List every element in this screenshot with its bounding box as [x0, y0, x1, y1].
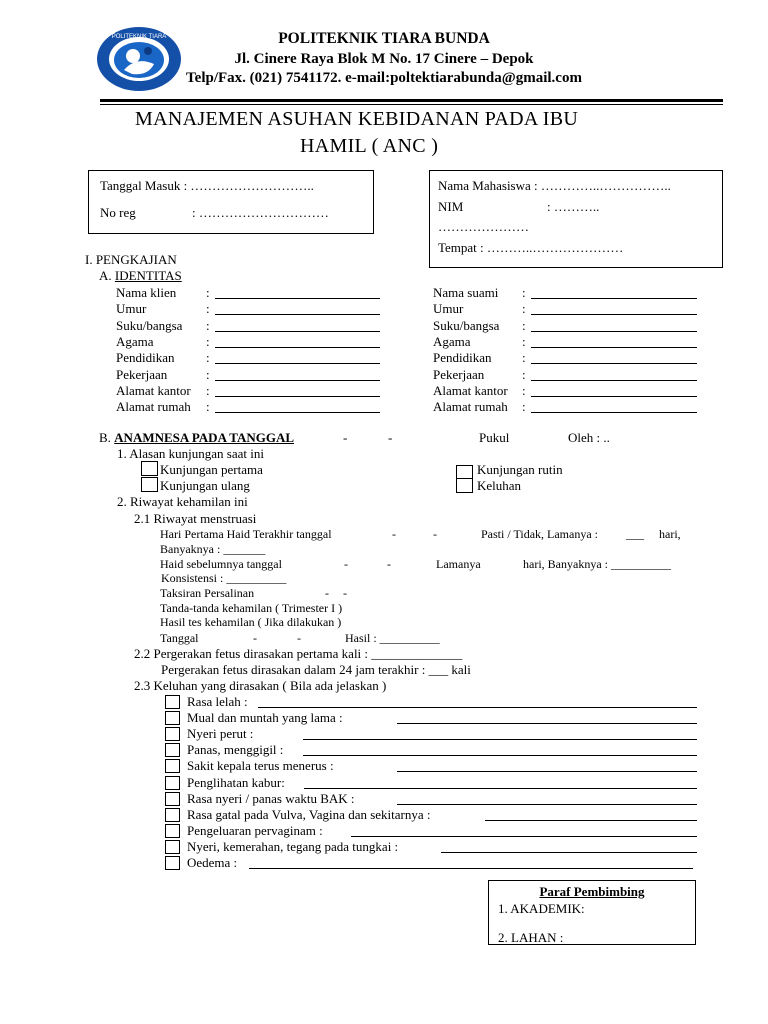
institution-contact: Telp/Fax. (021) 7541172. e-mail:poltektiarabunda@gmail.com [186, 70, 582, 86]
taksiran-dash-1: - [325, 586, 329, 600]
nama-mahasiswa-field[interactable]: Nama Mahasiswa : …………..…………….. [438, 178, 671, 193]
husband-label: Alamat kantor [433, 383, 508, 398]
complaint-label: Panas, menggigil : [187, 742, 284, 757]
complaint-field[interactable] [485, 807, 697, 821]
q21-label: 2.1 Riwayat menstruasi [134, 511, 257, 526]
header-rule-thin [100, 104, 723, 105]
keluhan-label: Keluhan [477, 478, 522, 493]
client-label: Pendidikan [116, 350, 175, 365]
husband-field[interactable] [531, 285, 697, 299]
husband-field[interactable] [531, 301, 697, 315]
client-label: Alamat rumah [116, 399, 191, 414]
complaint-checkbox[interactable] [165, 856, 180, 870]
tanggal-dash-2: - [297, 631, 301, 645]
complaint-checkbox[interactable] [165, 824, 180, 838]
client-colon: : [206, 318, 210, 333]
form-title-line1: MANAJEMEN ASUHAN KEBIDANAN PADA IBU [135, 108, 579, 130]
complaint-label: Sakit kepala terus menerus : [187, 758, 334, 773]
client-field[interactable] [215, 318, 380, 332]
complaint-field[interactable] [397, 791, 697, 805]
hpht-dash-2: - [433, 527, 437, 541]
husband-field[interactable] [531, 367, 697, 381]
complaint-field[interactable] [397, 710, 697, 724]
complaint-field[interactable] [351, 823, 697, 837]
husband-field[interactable] [531, 318, 697, 332]
husband-label: Nama suami [433, 285, 499, 300]
client-field[interactable] [215, 350, 380, 364]
client-colon: : [206, 383, 210, 398]
complaint-label: Pengeluaran pervaginam : [187, 823, 323, 838]
checkbox-keluhan[interactable] [456, 478, 473, 493]
complaint-checkbox[interactable] [165, 743, 180, 757]
identitas-label: IDENTITAS [114, 268, 182, 283]
tanggal-label: Tanggal [160, 631, 199, 645]
anamnesa-heading [99, 430, 294, 446]
husband-colon: : [522, 399, 526, 414]
client-colon: : [206, 301, 210, 316]
signature-title: Paraf Pembimbing [539, 884, 645, 899]
client-field[interactable] [215, 399, 380, 413]
husband-label: Suku/bangsa [433, 318, 500, 333]
client-colon: : [206, 399, 210, 414]
complaint-field[interactable] [258, 694, 697, 708]
client-field[interactable] [215, 367, 380, 381]
hpht-dash-1: - [392, 527, 396, 541]
complaint-label: Rasa nyeri / panas waktu BAK : [187, 791, 355, 806]
husband-field[interactable] [531, 383, 697, 397]
hasil-tes-label: Hasil tes kehamilan ( Jika dilakukan ) [160, 615, 342, 629]
hpht-pasti-label: Pasti / Tidak, Lamanya : [481, 527, 598, 541]
husband-label: Agama [433, 334, 471, 349]
complaint-label: Nyeri, kemerahan, tegang pada tungkai : [187, 839, 399, 854]
student-box [429, 170, 723, 268]
taksiran-dash-2: - [343, 586, 347, 600]
anamnesa-dash-1: - [343, 430, 348, 445]
husband-colon: : [522, 285, 526, 300]
client-label: Nama klien [116, 285, 177, 300]
admission-box [88, 170, 374, 234]
no-reg-label: No reg [100, 205, 136, 220]
anamnesa-label: ANAMNESA PADA TANGGAL [114, 430, 295, 445]
complaint-checkbox[interactable] [165, 776, 180, 790]
pukul-label: Pukul [479, 430, 510, 445]
institution-address: Jl. Cinere Raya Blok M No. 17 Cinere – Depok [234, 51, 534, 67]
complaint-label: Mual dan muntah yang lama : [187, 710, 343, 725]
husband-colon: : [522, 350, 526, 365]
q1-reason-label: 1. Alasan kunjungan saat ini [117, 446, 264, 461]
complaint-field[interactable] [397, 758, 697, 772]
husband-field[interactable] [531, 350, 697, 364]
client-label: Umur [116, 301, 147, 316]
husband-colon: : [522, 334, 526, 349]
form-title-line2: HAMIL ( ANC ) [300, 135, 439, 157]
institution-name: POLITEKNIK TIARA BUNDA [278, 30, 490, 47]
haid-banyaknya-field[interactable]: hari, Banyaknya : __________ [523, 557, 671, 571]
tanggal-masuk-field[interactable]: Tanggal Masuk : ……………………….. [100, 178, 314, 193]
hasil-field[interactable]: Hasil : __________ [345, 631, 440, 645]
client-label: Pekerjaan [116, 367, 168, 382]
complaint-field[interactable] [304, 775, 697, 789]
nim-label: NIM [438, 199, 464, 214]
nim-field-cont: ………………… [438, 219, 529, 234]
checkbox-kunjungan-ulang[interactable] [141, 477, 158, 492]
client-field[interactable] [215, 334, 380, 348]
hpht-hari-label: hari, [659, 527, 681, 541]
haid-sebelumnya-label: Haid sebelumnya tanggal [160, 557, 282, 571]
akademik-signature-field[interactable]: 1. AKADEMIK: [498, 901, 585, 916]
husband-colon: : [522, 383, 526, 398]
no-reg-field[interactable]: : ………………………… [192, 205, 329, 220]
logo-text: POLITEKNIK TIARA [111, 34, 167, 40]
husband-label: Umur [433, 301, 464, 316]
client-label: Suku/bangsa [116, 318, 183, 333]
husband-field[interactable] [531, 399, 697, 413]
complaint-field[interactable] [303, 726, 697, 740]
banyaknya-field[interactable]: Banyaknya : _______ [160, 542, 266, 556]
haid-dash-1: - [344, 557, 348, 571]
q2-label: 2. Riwayat kehamilan ini [117, 494, 248, 509]
complaint-checkbox[interactable] [165, 727, 180, 741]
hpht-label: Hari Pertama Haid Terakhir tanggal [160, 527, 332, 541]
complaint-label: Rasa lelah : [187, 694, 248, 709]
tempat-field[interactable]: Tempat : ………..………………… [438, 240, 624, 255]
complaint-field[interactable] [249, 855, 693, 869]
q23-label: 2.3 Keluhan yang dirasakan ( Bila ada jelaskan ) [134, 678, 387, 693]
haid-dash-2: - [387, 557, 391, 571]
client-field[interactable] [215, 301, 380, 315]
client-colon: : [206, 350, 210, 365]
complaint-label: Nyeri perut : [187, 726, 254, 741]
client-colon: : [206, 334, 210, 349]
husband-colon: : [522, 367, 526, 382]
husband-colon: : [522, 301, 526, 316]
client-colon: : [206, 285, 210, 300]
client-field[interactable] [215, 383, 380, 397]
identitas-prefix: A. [99, 268, 112, 283]
complaint-label: Penglihatan kabur: [187, 775, 285, 790]
q22-label[interactable]: 2.2 Pergerakan fetus dirasakan pertama kali : ______________ [134, 646, 463, 661]
client-label: Agama [116, 334, 154, 349]
identitas-heading [99, 268, 182, 284]
complaint-checkbox[interactable] [165, 808, 180, 822]
complaint-checkbox[interactable] [165, 759, 180, 773]
kunjungan-ulang-label: Kunjungan ulang [160, 478, 250, 493]
complaint-field[interactable] [303, 742, 697, 756]
complaint-checkbox[interactable] [165, 792, 180, 806]
husband-label: Alamat rumah [433, 399, 508, 414]
complaint-checkbox[interactable] [165, 840, 180, 854]
client-field[interactable] [215, 285, 380, 299]
haid-lamanya-label: Lamanya [436, 557, 481, 571]
lahan-signature-field[interactable]: 2. LAHAN : [498, 930, 564, 945]
taksiran-label: Taksiran Persalinan [160, 586, 255, 600]
complaint-checkbox[interactable] [165, 711, 180, 725]
complaint-checkbox[interactable] [165, 695, 180, 709]
q22b-label[interactable]: Pergerakan fetus dirasakan dalam 24 jam terakhir : ___ kali [161, 662, 471, 677]
husband-field[interactable] [531, 334, 697, 348]
section-pengkajian-heading: I. PENGKAJIAN [85, 252, 177, 267]
husband-label: Pendidikan [433, 350, 492, 365]
tanda-kehamilan-label: Tanda-tanda kehamilan ( Trimester I ) [160, 601, 343, 615]
kunjungan-rutin-label: Kunjungan rutin [477, 462, 563, 477]
oleh-field[interactable]: Oleh : .. [568, 430, 610, 445]
nim-field[interactable]: : ……….. [547, 199, 600, 214]
tanggal-dash-1: - [253, 631, 257, 645]
husband-label: Pekerjaan [433, 367, 485, 382]
complaint-field[interactable] [441, 839, 697, 853]
client-colon: : [206, 367, 210, 382]
konsistensi-field[interactable]: Konsistensi : __________ [161, 571, 287, 585]
checkbox-kunjungan-pertama[interactable] [141, 461, 158, 476]
complaint-label: Rasa gatal pada Vulva, Vagina dan sekitarnya : [187, 807, 431, 822]
anamnesa-prefix: B. [99, 430, 111, 445]
anamnesa-dash-2: - [388, 430, 393, 445]
husband-colon: : [522, 318, 526, 333]
kunjungan-pertama-label: Kunjungan pertama [160, 462, 263, 477]
signature-box [488, 880, 696, 945]
complaint-label: Oedema : [187, 855, 238, 870]
hpht-lamanya-field[interactable]: ___ [626, 527, 644, 541]
header-rule-thick [100, 99, 723, 102]
client-label: Alamat kantor [116, 383, 191, 398]
